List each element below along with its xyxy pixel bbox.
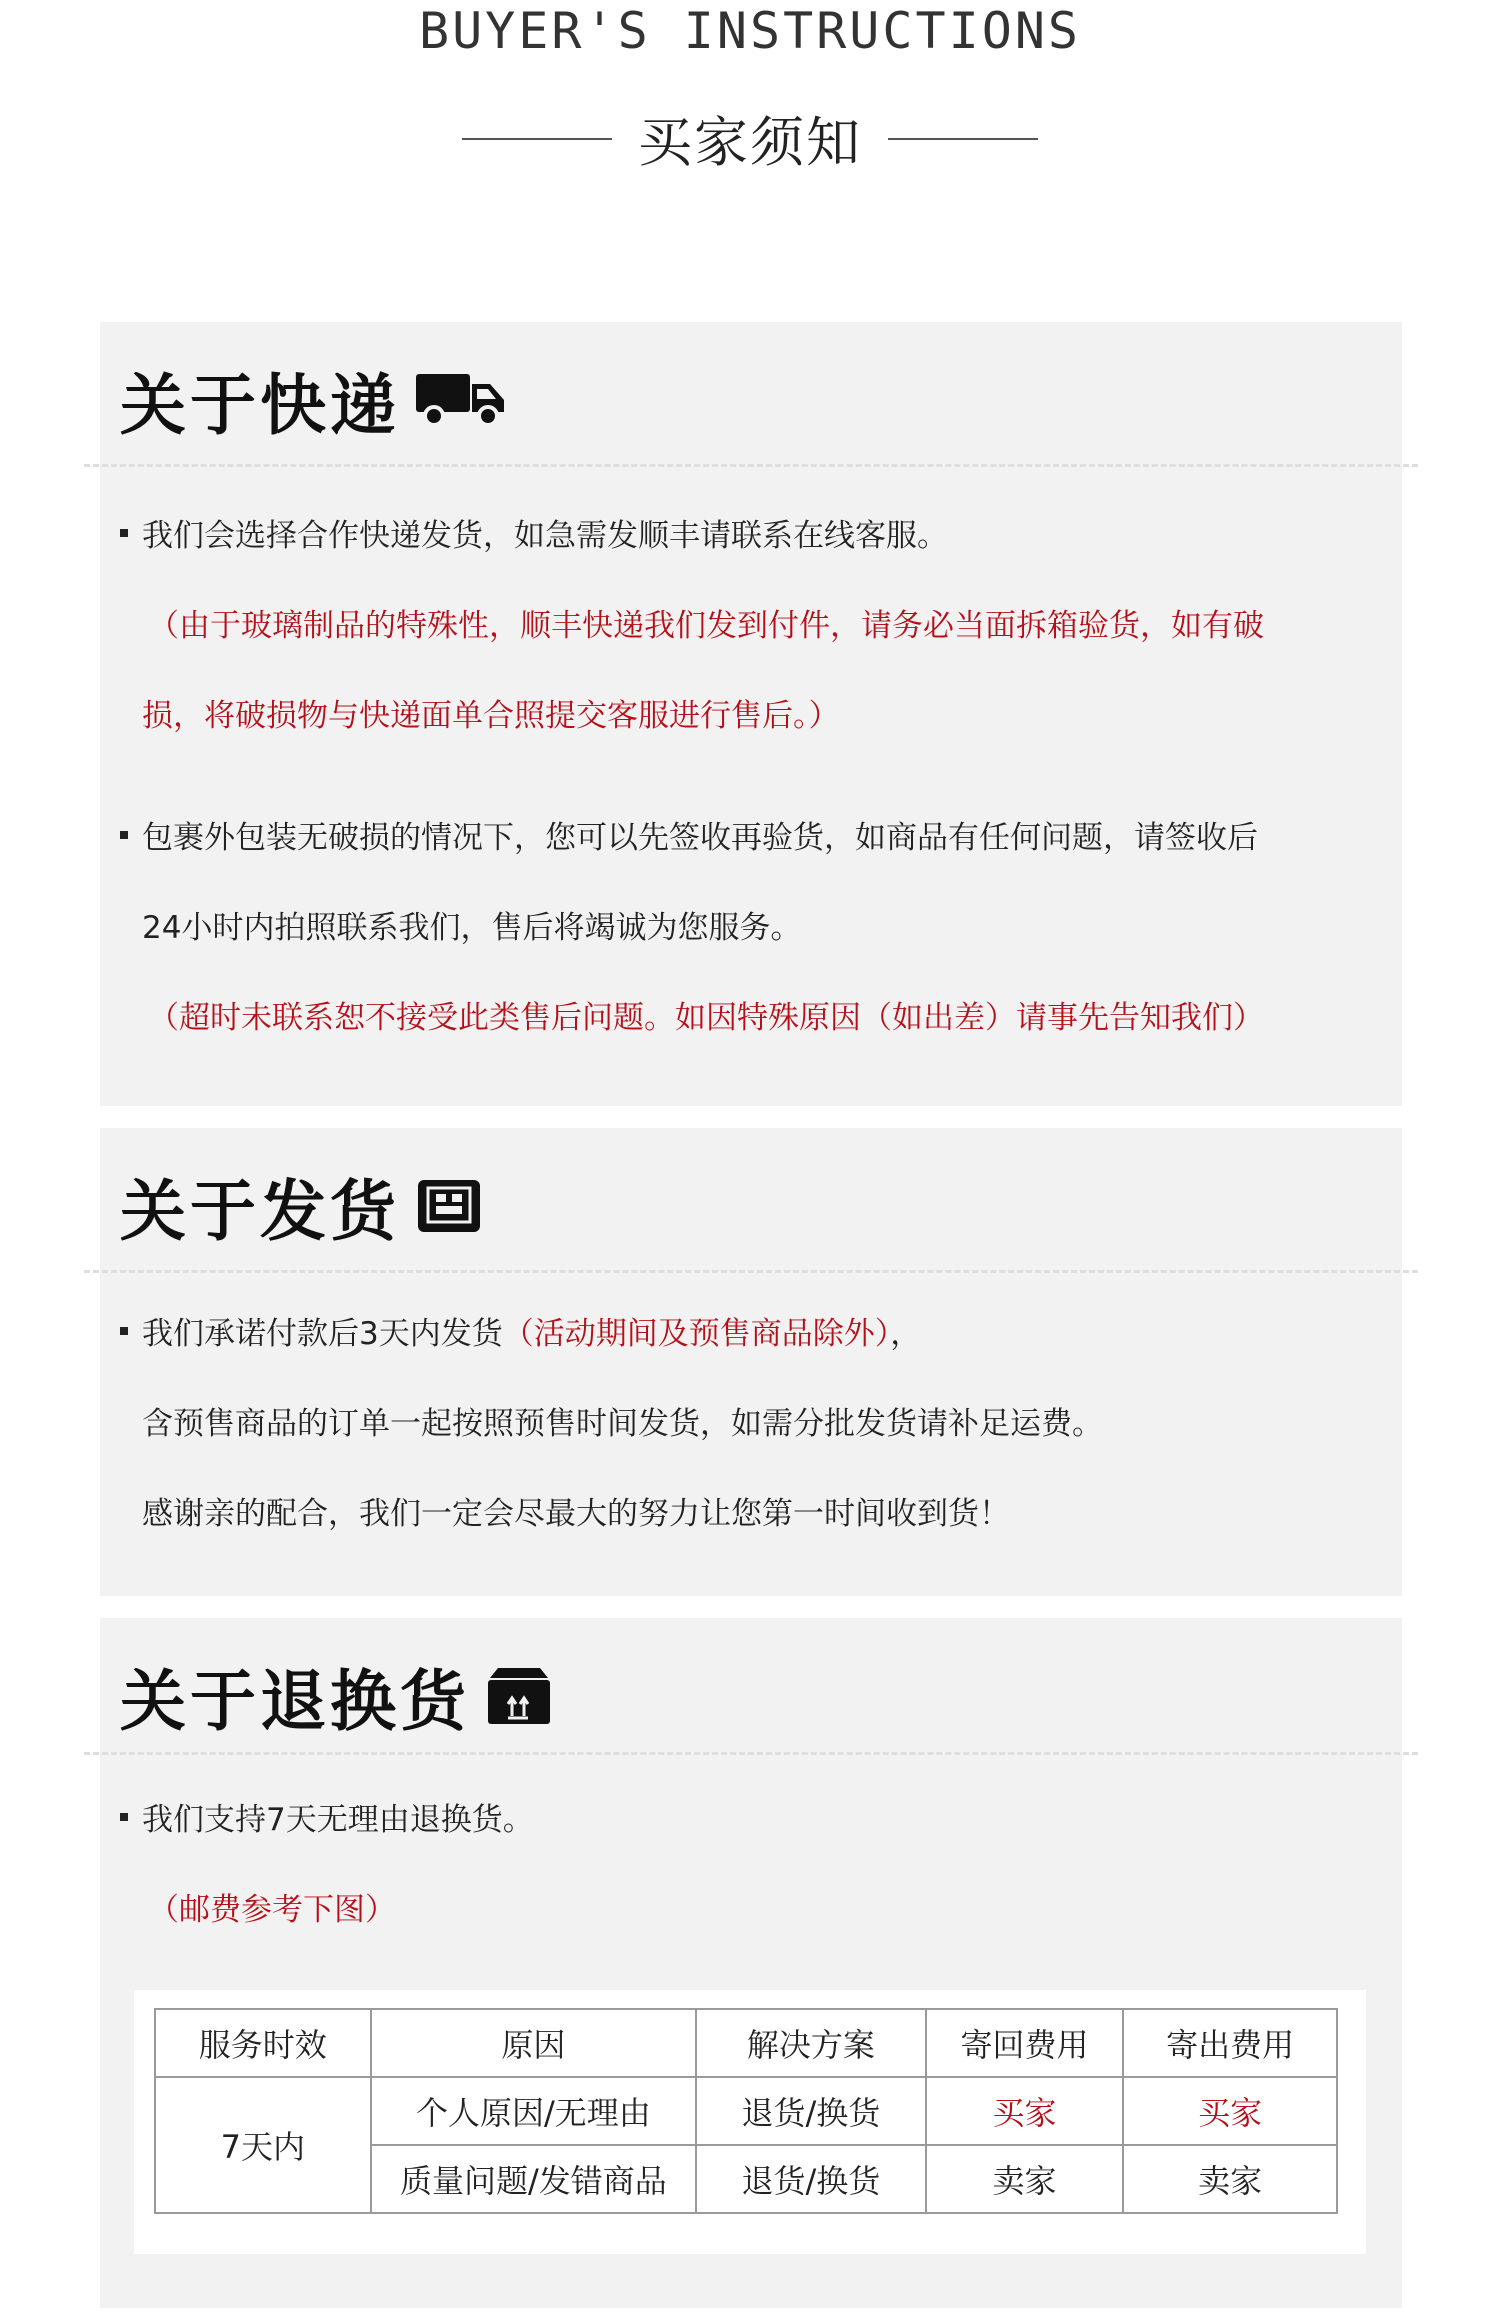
send-fee-cell: 卖家	[1123, 2145, 1337, 2213]
solution-cell: 退货/换货	[696, 2145, 926, 2213]
delivery-note-line-1: （由于玻璃制品的特殊性，顺丰快递我们发到付件，请务必当面拆箱验货，如有破	[148, 608, 1264, 644]
shipping-paragraph-3: 感谢亲的配合，我们一定会尽最大的努力让您第一时间收到货！	[142, 1496, 1010, 1532]
page-title	[0, 100, 1500, 177]
returns-heading	[120, 1648, 554, 1743]
fee-table-card	[134, 1990, 1366, 2254]
shipping-section	[100, 1128, 1402, 1596]
delivery-section	[100, 322, 1402, 1106]
delivery-paragraph-2: 包裹外包装无破损的情况下，您可以先签收再验货，如商品有任何问题，请签收后	[142, 812, 1258, 857]
returns-title: 关于退换货	[120, 1663, 470, 1740]
page-title-chinese: 买家须知	[638, 111, 862, 174]
return-fee-cell: 买家	[926, 2077, 1124, 2145]
shipping-paragraph-1	[142, 1308, 921, 1353]
header-service-period: 服务时效	[155, 2009, 371, 2077]
delivery-note-line-2: 损，将破损物与快递面单合照提交客服进行售后。）	[142, 698, 840, 734]
reason-cell: 质量问题/发错商品	[371, 2145, 696, 2213]
section-divider	[84, 464, 1418, 467]
shipping-title: 关于发货	[120, 1173, 400, 1250]
table-header-row	[155, 2009, 1337, 2077]
section-divider	[84, 1270, 1418, 1273]
return-fee-cell: 卖家	[926, 2145, 1124, 2213]
returns-paragraph-1: 我们支持7天无理由退换货。	[142, 1794, 534, 1839]
header-solution: 解决方案	[696, 2009, 926, 2077]
truck-icon	[414, 368, 506, 432]
box-arrows-icon	[484, 1664, 554, 1728]
returns-postage-note: （邮费参考下图）	[148, 1892, 396, 1928]
reason-cell: 个人原因/无理由	[371, 2077, 696, 2145]
title-divider-left	[462, 138, 612, 140]
header-reason: 原因	[371, 2009, 696, 2077]
solution-cell: 退货/换货	[696, 2077, 926, 2145]
return-fee-table	[154, 2008, 1338, 2214]
header-return-fee: 寄回费用	[926, 2009, 1124, 2077]
page-title-english: BUYER'S INSTRUCTIONS	[418, 2, 1082, 60]
shipping-comma: ，	[890, 1316, 922, 1352]
delivery-note-2: （超时未联系恕不接受此类售后问题。如因特殊原因（如出差）请事先告知我们）	[148, 1000, 1264, 1036]
delivery-paragraph-1: 我们会选择合作快递发货，如急需发顺丰请联系在线客服。	[142, 510, 948, 555]
header-send-fee: 寄出费用	[1123, 2009, 1337, 2077]
table-row	[155, 2077, 1337, 2145]
returns-section	[100, 1618, 1402, 2308]
delivery-title: 关于快递	[120, 367, 400, 444]
delivery-paragraph-2-cont: 24小时内拍照联系我们，售后将竭诚为您服务。	[142, 910, 802, 946]
shipping-paragraph-2: 含预售商品的订单一起按照预售时间发货，如需分批发货请补足运费。	[142, 1406, 1103, 1442]
shipping-heading	[120, 1158, 484, 1253]
service-period-cell: 7天内	[155, 2077, 371, 2213]
section-divider	[84, 1752, 1418, 1755]
send-fee-cell: 买家	[1123, 2077, 1337, 2145]
shipping-promise: 我们承诺付款后3天内发货	[142, 1316, 503, 1352]
delivery-heading	[120, 352, 506, 447]
title-divider-right	[888, 138, 1038, 140]
shipping-exception-note: （活动期间及预售商品除外）	[502, 1316, 891, 1352]
package-icon	[414, 1176, 484, 1236]
